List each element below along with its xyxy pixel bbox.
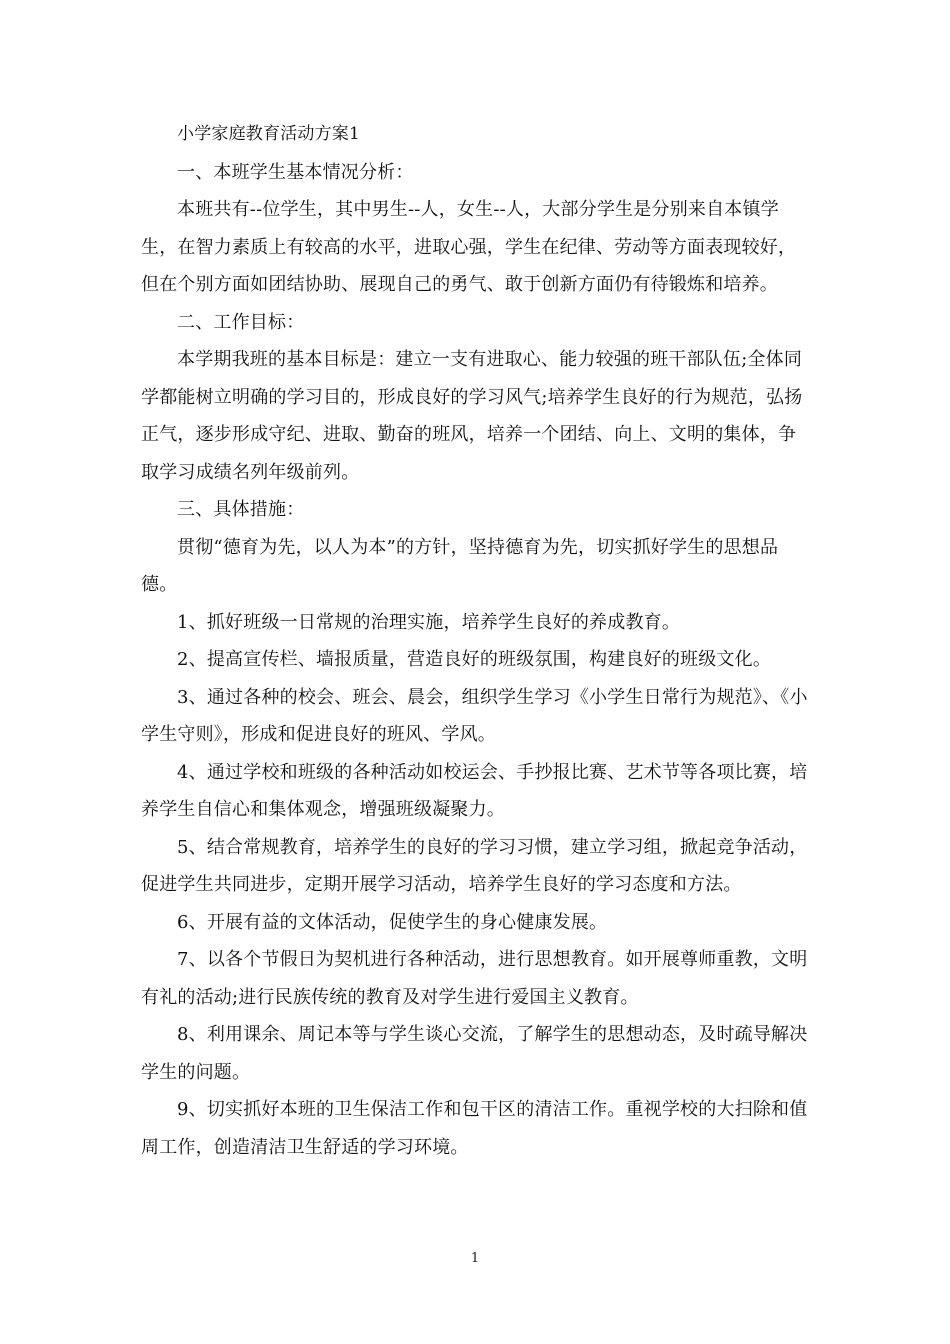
page-number: 1 — [470, 1251, 480, 1266]
paragraph-work-goals: 本学期我班的基本目标是：建立一支有进取心、能力较强的班干部队伍;全体同学都能树立明确的学习目的，形成良好的学习风气;培养学生良好的行为规范，弘扬正气，逐步形成守纪、进取、勤奋的班风，培养一个团结、向上、文明的集体，争取学习成绩名列年级前列。 — [141, 349, 803, 483]
section-heading-student-analysis: 一、本班学生基本情况分析： — [177, 161, 414, 183]
list-item-measure-6: 6、开展有益的文体活动，促使学生的身心健康发展。 — [177, 911, 608, 933]
list-item-measure-3: 3、通过各种的校会、班会、晨会，组织学生学习《小学生日常行为规范》、《小学生守则》，形成和促进良好的班风、学风。 — [141, 686, 808, 745]
document-title: 小学家庭教育活动方案1 — [177, 124, 361, 144]
list-item-measure-8: 8、利用课余、周记本等与学生谈心交流，了解学生的思想动态，及时疏导解决学生的问题。 — [141, 1024, 808, 1083]
list-item-measure-9: 9、切实抓好本班的卫生保洁工作和包干区的清洁工作。重视学校的大扫除和值周工作，创造清洁卫生舒适的学习环境。 — [141, 1099, 808, 1158]
paragraph-student-analysis: 本班共有--位学生，其中男生--人，女生--人，大部分学生是分别来自本镇学生，在智力素质上有较高的水平，进取心强，学生在纪律、劳动等方面表现较好，但在个别方面如团结协助、展现自己的勇气、敢于创新方面仍有待锻炼和培养。 — [141, 199, 797, 295]
list-item-measure-2: 2、提高宣传栏、墙报质量，营造良好的班级氛围，构建良好的班级文化。 — [177, 649, 772, 670]
list-item-measure-5: 5、结合常规教育，培养学生的良好的学习习惯，建立学习组，掀起竞争活动，促进学生共同进步，定期开展学习活动，培养学生良好的学习态度和方法。 — [141, 836, 808, 895]
section-heading-measures: 三、具体措施： — [177, 499, 305, 520]
document-body — [141, 116, 813, 1166]
list-item-measure-4: 4、通过学校和班级的各种活动如校运会、手抄报比赛、艺术节等各项比赛，培养学生自信心和集体观念，增强班级凝聚力。 — [141, 761, 808, 820]
paragraph-measures-intro: 贯彻“德育为先，以人为本”的方针，坚持德育为先，切实抓好学生的思想品德。 — [141, 536, 779, 595]
list-item-measure-1: 1、抓好班级一日常规的治理实施，培养学生良好的养成教育。 — [177, 611, 681, 633]
list-item-measure-7: 7、以各个节假日为契机进行各种活动，进行思想教育。如开展尊师重教，文明有礼的活动;进行民族传统的教育及对学生进行爱国主义教育。 — [141, 949, 808, 1008]
section-heading-work-goals: 二、工作目标： — [177, 311, 305, 333]
